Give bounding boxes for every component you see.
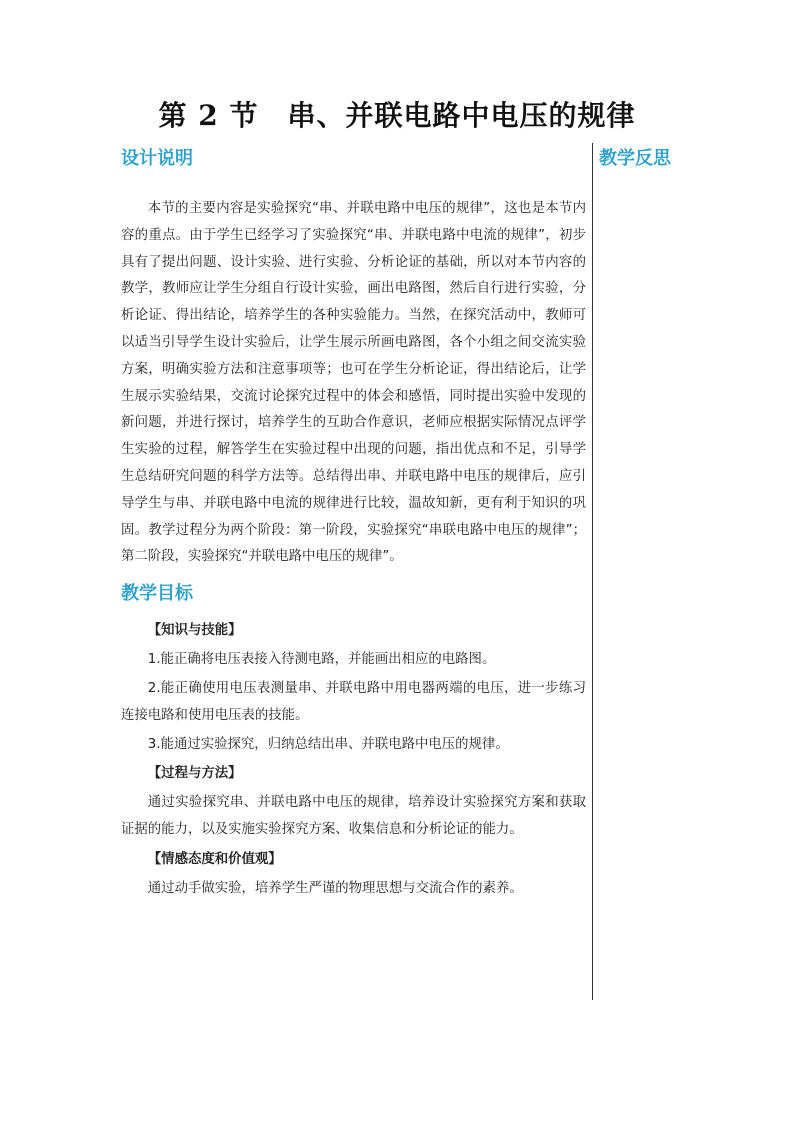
- process-text: 通过实验探究串、并联电路中电压的规律，培养设计实验探究方案和获取证据的能力，以及实施实验探究方案、收集信息和分析论证的能力。: [121, 795, 586, 838]
- design-paragraph: 本节的主要内容是实验探究“串、并联电路中电压的规律”，这也是本节内容的重点。由于学生已经学习了实验探究“串、并联电路中电流的规律”，初步具有了提出问题、设计实验、进行实验、分析论证的基础，所以对本节内容的教学，教师应让学生分组自行设计实验，画出电路图，然后自行进行实验，分析论证、得出结论，培养学生的各种实验能力。当然，在探究活动中，教师可以适当引导学生设计实验后，让学生展示所画电路图，各个小组之间交流实验方案，明确实验方法和注意事项等；也可在学生分析论证，得出结论后，让学生展示实验结果，交流讨论探究过程中的体会和感悟，同时提出实验中发现的新问题，并进行探讨，培养学生的互助合作意识，老师应根据实际情况点评学生实验的过程，解答学生在实验过程中出现的问题，指出优点和不足，引导学生总结研究问题的科学方法等。总结得出串、并联电路中电压的规律后，应引导学生与串、并联电路中电流的规律进行比较，温故知新，更有利于知识的巩固。教学过程分为两个阶段：第一阶段，实验探究“串联电路中电压的规律”；第二阶段，实验探究“并联电路中电压的规律”。: [121, 201, 586, 565]
- knowledge-item: 1.能正确将电压表接入待测电路，并能画出相应的电路图。: [147, 652, 496, 668]
- reflection-heading: 教学反思: [599, 148, 671, 169]
- attitude-text: 通过动手做实验，培养学生严谨的物理思想与交流合作的素养。: [147, 880, 523, 896]
- goals-heading: 教学目标: [121, 583, 193, 605]
- reflection-column: [599, 146, 709, 172]
- knowledge-item: 3.能通过实验探究，归纳总结出串、并联电路中电压的规律。: [147, 736, 509, 752]
- goals-section: [121, 581, 586, 903]
- knowledge-item: 2.能正确使用电压表测量串、并联电路中用电器两端的电压，进一步练习连接电路和使用电压表的技能。: [121, 680, 586, 723]
- knowledge-heading: 【知识与技能】: [147, 623, 242, 639]
- column-divider: [592, 143, 593, 1000]
- page-title: 第 2 节 串、并联电路中电压的规律: [158, 99, 636, 132]
- design-section: [121, 146, 586, 571]
- process-heading: 【过程与方法】: [147, 766, 242, 782]
- attitude-heading: 【情感态度和价值观】: [147, 851, 282, 867]
- main-column: [121, 146, 586, 903]
- design-heading: 设计说明: [121, 148, 193, 169]
